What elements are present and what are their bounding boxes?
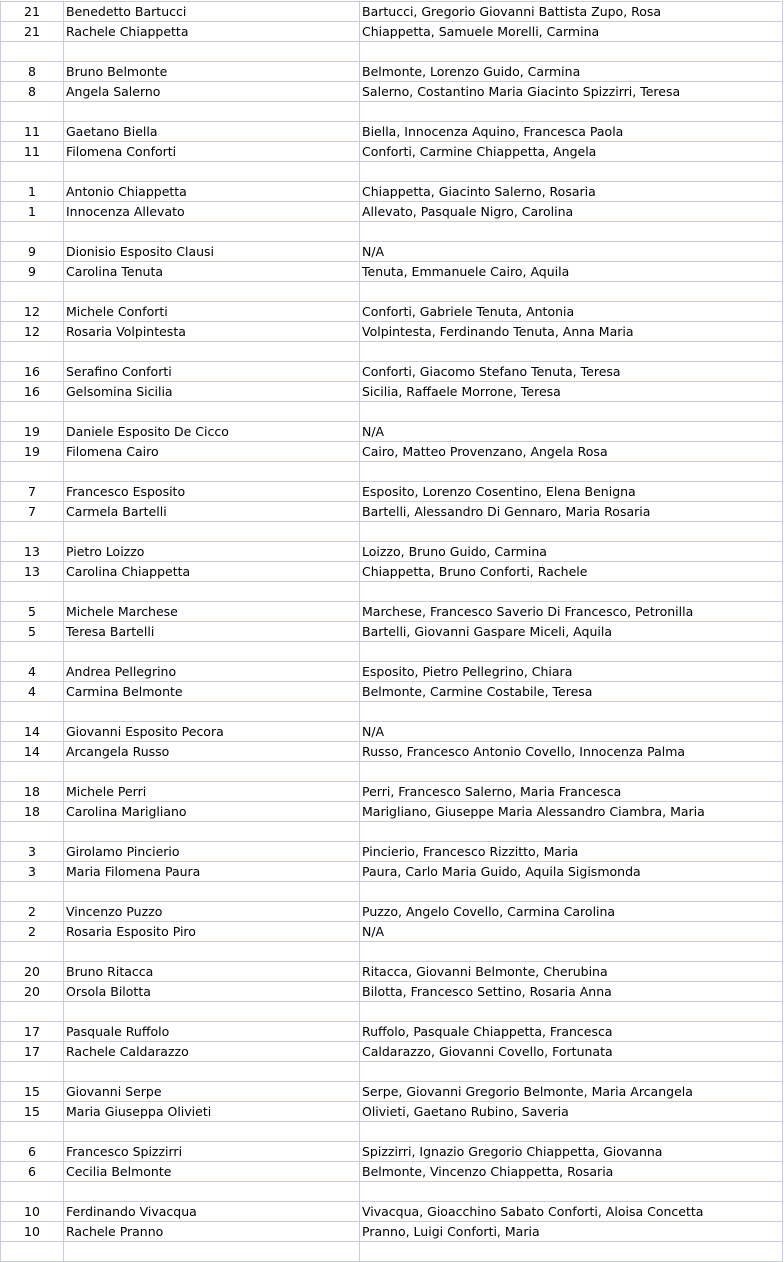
table-row xyxy=(1,1062,783,1082)
table-row xyxy=(1,1182,783,1202)
parents-cell[interactable] xyxy=(360,462,783,482)
table-row xyxy=(1,442,783,462)
couple-number-cell[interactable]: 6 xyxy=(1,1142,64,1162)
table-row xyxy=(1,102,783,122)
table-row xyxy=(1,302,783,322)
spouse-name-cell[interactable]: Maria Filomena Paura xyxy=(64,862,360,882)
spouse-name-cell[interactable]: Rosaria Esposito Piro xyxy=(64,922,360,942)
spouse-name-cell[interactable] xyxy=(64,582,360,602)
couple-number-cell[interactable]: 4 xyxy=(1,682,64,702)
couple-number-cell[interactable]: 12 xyxy=(1,322,64,342)
couple-number-cell[interactable] xyxy=(1,822,64,842)
couple-number-cell[interactable]: 18 xyxy=(1,802,64,822)
table-row xyxy=(1,1222,783,1242)
table-row xyxy=(1,1202,783,1222)
table-row xyxy=(1,62,783,82)
table-row xyxy=(1,942,783,962)
couple-number-cell[interactable]: 21 xyxy=(1,2,64,22)
table-row xyxy=(1,622,783,642)
parents-cell[interactable]: Russo, Francesco Antonio Covello, Innocenza Palma xyxy=(360,742,783,762)
spouse-name-cell[interactable]: Carolina Chiappetta xyxy=(64,562,360,582)
spouse-name-cell[interactable]: Gaetano Biella xyxy=(64,122,360,142)
spouse-name-cell[interactable]: Girolamo Pincierio xyxy=(64,842,360,862)
parents-cell[interactable]: N/A xyxy=(360,422,783,442)
spreadsheet-grid xyxy=(0,1,783,1262)
table-row xyxy=(1,822,783,842)
spouse-name-cell[interactable]: Innocenza Allevato xyxy=(64,202,360,222)
spouse-name-cell[interactable]: Andrea Pellegrino xyxy=(64,662,360,682)
parents-cell[interactable]: Loizzo, Bruno Guido, Carmina xyxy=(360,542,783,562)
table-row xyxy=(1,962,783,982)
couple-number-cell[interactable]: 13 xyxy=(1,542,64,562)
table-row xyxy=(1,122,783,142)
table-row xyxy=(1,722,783,742)
couple-number-cell[interactable]: 17 xyxy=(1,1022,64,1042)
parents-cell[interactable]: N/A xyxy=(360,922,783,942)
table-row xyxy=(1,562,783,582)
spouse-name-cell[interactable] xyxy=(64,1122,360,1142)
couple-number-cell[interactable]: 16 xyxy=(1,362,64,382)
parents-cell[interactable]: Bartelli, Alessandro Di Gennaro, Maria Rosaria xyxy=(360,502,783,522)
couple-number-cell[interactable] xyxy=(1,762,64,782)
spouse-name-cell[interactable] xyxy=(64,42,360,62)
table-row xyxy=(1,882,783,902)
couple-number-cell[interactable] xyxy=(1,1182,64,1202)
parents-cell[interactable] xyxy=(360,762,783,782)
parents-cell[interactable]: Esposito, Pietro Pellegrino, Chiara xyxy=(360,662,783,682)
parents-cell[interactable]: Conforti, Carmine Chiappetta, Angela xyxy=(360,142,783,162)
table-row xyxy=(1,282,783,302)
table-row xyxy=(1,462,783,482)
couple-number-cell[interactable] xyxy=(1,402,64,422)
parents-cell[interactable]: Conforti, Giacomo Stefano Tenuta, Teresa xyxy=(360,362,783,382)
table-row xyxy=(1,482,783,502)
parents-cell[interactable]: Tenuta, Emmanuele Cairo, Aquila xyxy=(360,262,783,282)
spouse-name-cell[interactable]: Filomena Cairo xyxy=(64,442,360,462)
table-row xyxy=(1,342,783,362)
couple-number-cell[interactable] xyxy=(1,42,64,62)
parents-cell[interactable] xyxy=(360,162,783,182)
parents-cell[interactable]: Belmonte, Lorenzo Guido, Carmina xyxy=(360,62,783,82)
table-row xyxy=(1,1102,783,1122)
spouse-name-cell[interactable]: Pietro Loizzo xyxy=(64,542,360,562)
couple-number-cell[interactable]: 17 xyxy=(1,1042,64,1062)
table-row xyxy=(1,762,783,782)
parents-cell[interactable]: Marchese, Francesco Saverio Di Francesco, Petronilla xyxy=(360,602,783,622)
spouse-name-cell[interactable]: Rosaria Volpintesta xyxy=(64,322,360,342)
parents-cell[interactable] xyxy=(360,342,783,362)
couple-number-cell[interactable]: 10 xyxy=(1,1202,64,1222)
spouse-name-cell[interactable] xyxy=(64,702,360,722)
spouse-name-cell[interactable]: Vincenzo Puzzo xyxy=(64,902,360,922)
table-row xyxy=(1,1122,783,1142)
spouse-name-cell[interactable]: Francesco Esposito xyxy=(64,482,360,502)
table-row xyxy=(1,862,783,882)
parents-cell[interactable]: Olivieti, Gaetano Rubino, Saveria xyxy=(360,1102,783,1122)
parents-cell[interactable]: Conforti, Gabriele Tenuta, Antonia xyxy=(360,302,783,322)
parents-cell[interactable]: N/A xyxy=(360,242,783,262)
couple-number-cell[interactable] xyxy=(1,222,64,242)
table-row xyxy=(1,22,783,42)
table-row xyxy=(1,82,783,102)
couple-number-cell[interactable]: 5 xyxy=(1,622,64,642)
couple-number-cell[interactable]: 12 xyxy=(1,302,64,322)
spouse-name-cell[interactable]: Michele Conforti xyxy=(64,302,360,322)
spouse-name-cell[interactable]: Daniele Esposito De Cicco xyxy=(64,422,360,442)
table-row xyxy=(1,782,783,802)
parents-cell[interactable] xyxy=(360,1182,783,1202)
couple-number-cell[interactable] xyxy=(1,462,64,482)
couple-number-cell[interactable]: 3 xyxy=(1,862,64,882)
spouse-name-cell[interactable]: Giovanni Serpe xyxy=(64,1082,360,1102)
table-row xyxy=(1,242,783,262)
couple-number-cell[interactable]: 11 xyxy=(1,122,64,142)
table-row xyxy=(1,362,783,382)
parents-cell[interactable] xyxy=(360,522,783,542)
couple-number-cell[interactable]: 7 xyxy=(1,502,64,522)
spouse-name-cell[interactable]: Rachele Chiappetta xyxy=(64,22,360,42)
couple-number-cell[interactable]: 8 xyxy=(1,82,64,102)
spouse-name-cell[interactable]: Francesco Spizzirri xyxy=(64,1142,360,1162)
spouse-name-cell[interactable]: Arcangela Russo xyxy=(64,742,360,762)
parents-cell[interactable]: N/A xyxy=(360,722,783,742)
table-row xyxy=(1,1022,783,1042)
table-row xyxy=(1,542,783,562)
table-row xyxy=(1,202,783,222)
parents-cell[interactable]: Bartelli, Giovanni Gaspare Miceli, Aquila xyxy=(360,622,783,642)
parents-cell[interactable]: Chiappetta, Giacinto Salerno, Rosaria xyxy=(360,182,783,202)
spouse-name-cell[interactable]: Michele Marchese xyxy=(64,602,360,622)
spouse-name-cell[interactable]: Benedetto Bartucci xyxy=(64,2,360,22)
parents-cell[interactable]: Cairo, Matteo Provenzano, Angela Rosa xyxy=(360,442,783,462)
parents-cell[interactable]: Vivacqua, Gioacchino Sabato Conforti, Aloisa Concetta xyxy=(360,1202,783,1222)
parents-cell[interactable] xyxy=(360,1242,783,1262)
parents-cell[interactable]: Bilotta, Francesco Settino, Rosaria Anna xyxy=(360,982,783,1002)
parents-cell[interactable] xyxy=(360,642,783,662)
parents-cell[interactable]: Puzzo, Angelo Covello, Carmina Carolina xyxy=(360,902,783,922)
table-row xyxy=(1,642,783,662)
spouse-name-cell[interactable] xyxy=(64,882,360,902)
couple-number-cell[interactable]: 5 xyxy=(1,602,64,622)
table-row xyxy=(1,2,783,22)
table-row xyxy=(1,1162,783,1182)
parents-cell[interactable] xyxy=(360,102,783,122)
parents-cell[interactable]: Belmonte, Carmine Costabile, Teresa xyxy=(360,682,783,702)
spouse-name-cell[interactable]: Maria Giuseppa Olivieti xyxy=(64,1102,360,1122)
parents-cell[interactable] xyxy=(360,222,783,242)
table-row xyxy=(1,1242,783,1262)
parents-cell[interactable]: Paura, Carlo Maria Guido, Aquila Sigismonda xyxy=(360,862,783,882)
spouse-name-cell[interactable] xyxy=(64,342,360,362)
couple-number-cell[interactable]: 14 xyxy=(1,722,64,742)
parents-cell[interactable]: Biella, Innocenza Aquino, Francesca Paola xyxy=(360,122,783,142)
parents-cell[interactable]: Spizzirri, Ignazio Gregorio Chiappetta, Giovanna xyxy=(360,1142,783,1162)
parents-cell[interactable]: Bartucci, Gregorio Giovanni Battista Zupo, Rosa xyxy=(360,2,783,22)
spouse-name-cell[interactable]: Michele Perri xyxy=(64,782,360,802)
couple-number-cell[interactable] xyxy=(1,282,64,302)
parents-cell[interactable]: Allevato, Pasquale Nigro, Carolina xyxy=(360,202,783,222)
spouse-name-cell[interactable]: Giovanni Esposito Pecora xyxy=(64,722,360,742)
couple-number-cell[interactable]: 18 xyxy=(1,782,64,802)
spouse-name-cell[interactable]: Serafino Conforti xyxy=(64,362,360,382)
spouse-name-cell[interactable] xyxy=(64,402,360,422)
couple-number-cell[interactable]: 10 xyxy=(1,1222,64,1242)
couple-number-cell[interactable]: 20 xyxy=(1,982,64,1002)
spouse-name-cell[interactable]: Carmina Belmonte xyxy=(64,682,360,702)
parents-cell[interactable]: Sicilia, Raffaele Morrone, Teresa xyxy=(360,382,783,402)
couple-number-cell[interactable] xyxy=(1,582,64,602)
spreadsheet-body xyxy=(1,2,783,1262)
couple-number-cell[interactable]: 3 xyxy=(1,842,64,862)
spouse-name-cell[interactable] xyxy=(64,1242,360,1262)
couple-number-cell[interactable] xyxy=(1,1242,64,1262)
spouse-name-cell[interactable]: Carmela Bartelli xyxy=(64,502,360,522)
parents-cell[interactable]: Belmonte, Vincenzo Chiappetta, Rosaria xyxy=(360,1162,783,1182)
spouse-name-cell[interactable] xyxy=(64,222,360,242)
couple-number-cell[interactable]: 2 xyxy=(1,902,64,922)
spouse-name-cell[interactable]: Teresa Bartelli xyxy=(64,622,360,642)
table-row xyxy=(1,222,783,242)
spouse-name-cell[interactable]: Pasquale Ruffolo xyxy=(64,1022,360,1042)
parents-cell[interactable]: Caldarazzo, Giovanni Covello, Fortunata xyxy=(360,1042,783,1062)
parents-cell[interactable]: Volpintesta, Ferdinando Tenuta, Anna Maria xyxy=(360,322,783,342)
table-row xyxy=(1,682,783,702)
parents-cell[interactable] xyxy=(360,582,783,602)
table-row xyxy=(1,382,783,402)
spouse-name-cell[interactable]: Rachele Caldarazzo xyxy=(64,1042,360,1062)
parents-cell[interactable]: Serpe, Giovanni Gregorio Belmonte, Maria Arcangela xyxy=(360,1082,783,1102)
spouse-name-cell[interactable]: Rachele Pranno xyxy=(64,1222,360,1242)
parents-cell[interactable] xyxy=(360,822,783,842)
table-row xyxy=(1,802,783,822)
spouse-name-cell[interactable] xyxy=(64,102,360,122)
table-row xyxy=(1,922,783,942)
couple-number-cell[interactable]: 2 xyxy=(1,922,64,942)
couple-number-cell[interactable] xyxy=(1,642,64,662)
parents-cell[interactable]: Chiappetta, Bruno Conforti, Rachele xyxy=(360,562,783,582)
couple-number-cell[interactable]: 19 xyxy=(1,442,64,462)
couple-number-cell[interactable]: 8 xyxy=(1,62,64,82)
parents-cell[interactable] xyxy=(360,882,783,902)
table-row xyxy=(1,702,783,722)
parents-cell[interactable] xyxy=(360,1062,783,1082)
couple-number-cell[interactable] xyxy=(1,102,64,122)
table-row xyxy=(1,502,783,522)
spouse-name-cell[interactable] xyxy=(64,942,360,962)
spouse-name-cell[interactable]: Carolina Tenuta xyxy=(64,262,360,282)
spouse-name-cell[interactable] xyxy=(64,462,360,482)
parents-cell[interactable]: Pranno, Luigi Conforti, Maria xyxy=(360,1222,783,1242)
couple-number-cell[interactable]: 21 xyxy=(1,22,64,42)
parents-cell[interactable]: Salerno, Costantino Maria Giacinto Spizzirri, Teresa xyxy=(360,82,783,102)
spouse-name-cell[interactable]: Cecilia Belmonte xyxy=(64,1162,360,1182)
spouse-name-cell[interactable] xyxy=(64,1002,360,1022)
table-row xyxy=(1,422,783,442)
couple-number-cell[interactable] xyxy=(1,1122,64,1142)
table-row xyxy=(1,262,783,282)
spouse-name-cell[interactable] xyxy=(64,762,360,782)
spouse-name-cell[interactable]: Filomena Conforti xyxy=(64,142,360,162)
couple-number-cell[interactable]: 20 xyxy=(1,962,64,982)
parents-cell[interactable] xyxy=(360,402,783,422)
spouse-name-cell[interactable] xyxy=(64,162,360,182)
couple-number-cell[interactable]: 4 xyxy=(1,662,64,682)
couple-number-cell[interactable]: 11 xyxy=(1,142,64,162)
spouse-name-cell[interactable] xyxy=(64,1182,360,1202)
spouse-name-cell[interactable]: Gelsomina Sicilia xyxy=(64,382,360,402)
couple-number-cell[interactable] xyxy=(1,702,64,722)
couple-number-cell[interactable]: 7 xyxy=(1,482,64,502)
table-row xyxy=(1,662,783,682)
table-row xyxy=(1,1002,783,1022)
spouse-name-cell[interactable] xyxy=(64,282,360,302)
spouse-name-cell[interactable]: Orsola Bilotta xyxy=(64,982,360,1002)
parents-cell[interactable] xyxy=(360,1002,783,1022)
parents-cell[interactable]: Chiappetta, Samuele Morelli, Carmina xyxy=(360,22,783,42)
table-row xyxy=(1,1082,783,1102)
parents-cell[interactable] xyxy=(360,702,783,722)
couple-number-cell[interactable]: 1 xyxy=(1,182,64,202)
spouse-name-cell[interactable]: Bruno Belmonte xyxy=(64,62,360,82)
spouse-name-cell[interactable] xyxy=(64,822,360,842)
spouse-name-cell[interactable] xyxy=(64,1062,360,1082)
couple-number-cell[interactable] xyxy=(1,1062,64,1082)
parents-cell[interactable]: Esposito, Lorenzo Cosentino, Elena Benigna xyxy=(360,482,783,502)
table-row xyxy=(1,142,783,162)
parents-cell[interactable] xyxy=(360,942,783,962)
couple-number-cell[interactable]: 15 xyxy=(1,1082,64,1102)
couple-number-cell[interactable]: 9 xyxy=(1,262,64,282)
table-row xyxy=(1,982,783,1002)
table-row xyxy=(1,162,783,182)
parents-cell[interactable]: Pincierio, Francesco Rizzitto, Maria xyxy=(360,842,783,862)
spouse-name-cell[interactable]: Dionisio Esposito Clausi xyxy=(64,242,360,262)
table-row xyxy=(1,902,783,922)
table-row xyxy=(1,742,783,762)
parents-cell[interactable]: Ritacca, Giovanni Belmonte, Cherubina xyxy=(360,962,783,982)
couple-number-cell[interactable]: 19 xyxy=(1,422,64,442)
table-row xyxy=(1,1042,783,1062)
spouse-name-cell[interactable]: Bruno Ritacca xyxy=(64,962,360,982)
couple-number-cell[interactable]: 16 xyxy=(1,382,64,402)
couple-number-cell[interactable] xyxy=(1,162,64,182)
couple-number-cell[interactable]: 6 xyxy=(1,1162,64,1182)
table-row xyxy=(1,42,783,62)
couple-number-cell[interactable]: 15 xyxy=(1,1102,64,1122)
parents-cell[interactable] xyxy=(360,1122,783,1142)
couple-number-cell[interactable] xyxy=(1,1002,64,1022)
couple-number-cell[interactable]: 13 xyxy=(1,562,64,582)
table-row xyxy=(1,182,783,202)
spouse-name-cell[interactable]: Ferdinando Vivacqua xyxy=(64,1202,360,1222)
spouse-name-cell[interactable] xyxy=(64,522,360,542)
table-row xyxy=(1,1142,783,1162)
table-row xyxy=(1,842,783,862)
spouse-name-cell[interactable] xyxy=(64,642,360,662)
table-row xyxy=(1,322,783,342)
couple-number-cell[interactable] xyxy=(1,522,64,542)
couple-number-cell[interactable] xyxy=(1,942,64,962)
parents-cell[interactable] xyxy=(360,282,783,302)
table-row xyxy=(1,522,783,542)
spouse-name-cell[interactable]: Angela Salerno xyxy=(64,82,360,102)
table-row xyxy=(1,582,783,602)
table-row xyxy=(1,402,783,422)
spouse-name-cell[interactable]: Antonio Chiappetta xyxy=(64,182,360,202)
couple-number-cell[interactable] xyxy=(1,342,64,362)
couple-number-cell[interactable] xyxy=(1,882,64,902)
parents-cell[interactable]: Marigliano, Giuseppe Maria Alessandro Ciambra, Maria xyxy=(360,802,783,822)
couple-number-cell[interactable]: 14 xyxy=(1,742,64,762)
table-row xyxy=(1,602,783,622)
parents-cell[interactable] xyxy=(360,42,783,62)
parents-cell[interactable]: Ruffolo, Pasquale Chiappetta, Francesca xyxy=(360,1022,783,1042)
couple-number-cell[interactable]: 9 xyxy=(1,242,64,262)
spouse-name-cell[interactable]: Carolina Marigliano xyxy=(64,802,360,822)
parents-cell[interactable]: Perri, Francesco Salerno, Maria Francesca xyxy=(360,782,783,802)
couple-number-cell[interactable]: 1 xyxy=(1,202,64,222)
